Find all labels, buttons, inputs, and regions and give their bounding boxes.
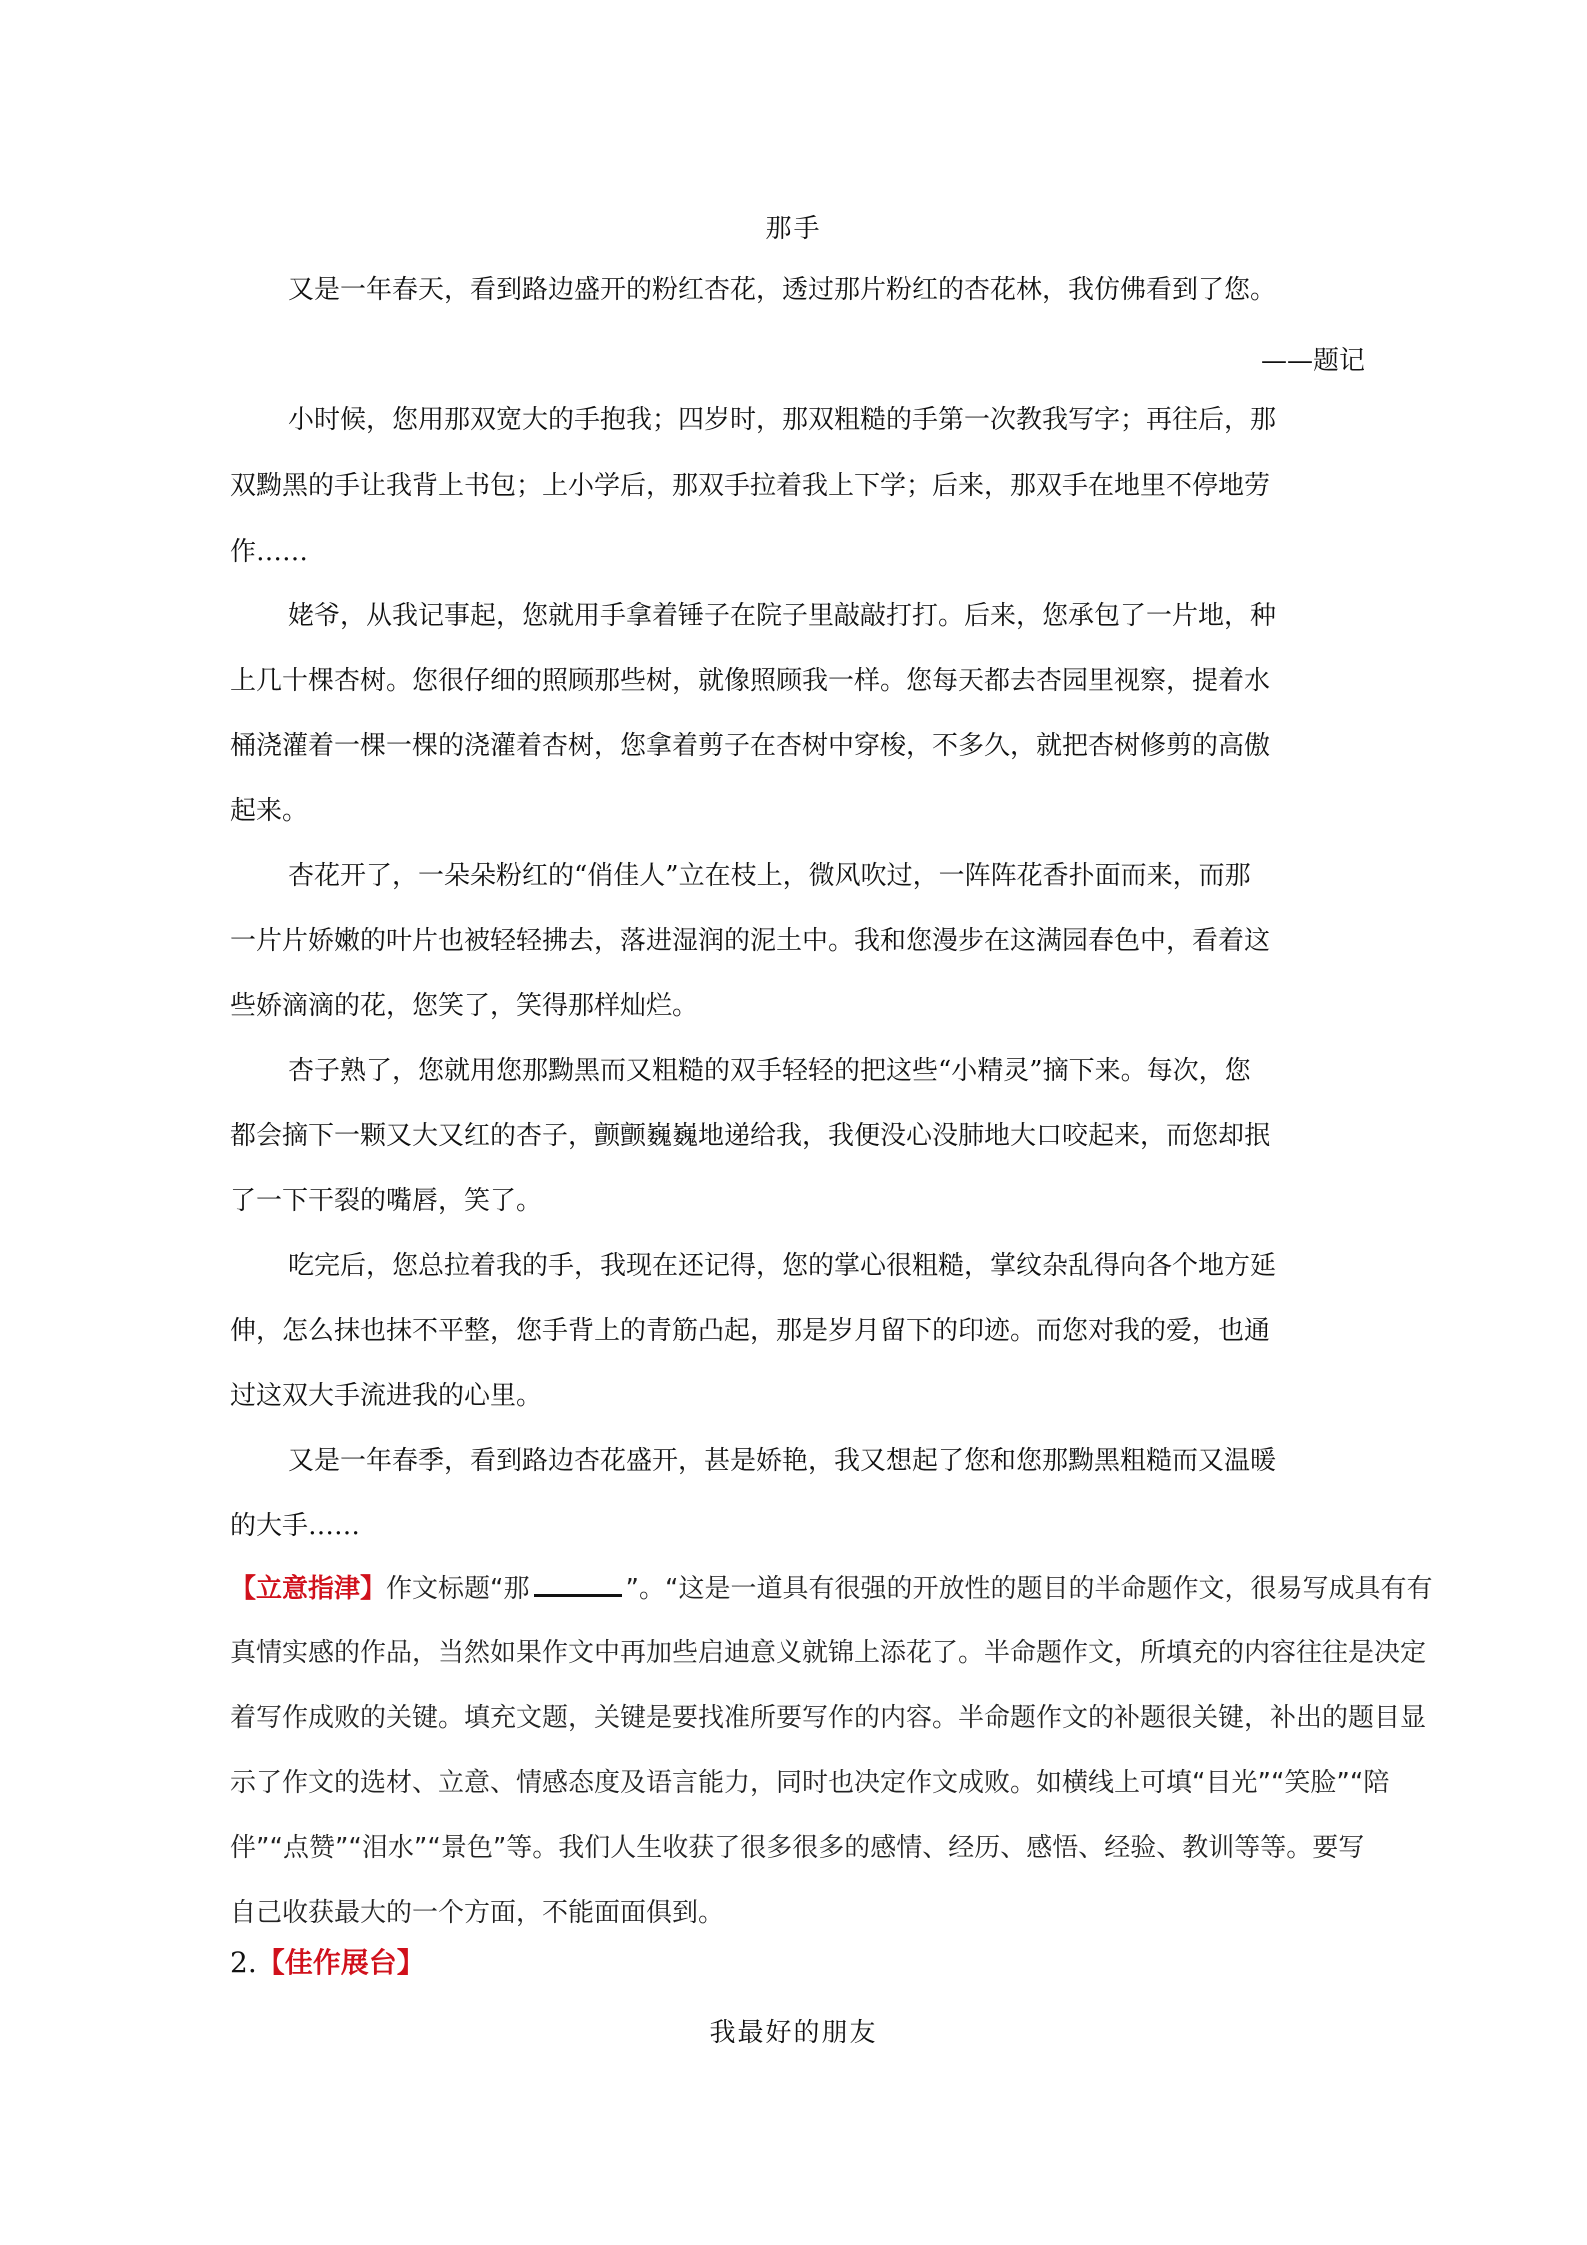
guide-line: 示了作文的选材、立意、情感态度及语言能力，同时也决定作文成败。如横线上可填“目光”“笑脸”“陪 [230, 1768, 1390, 1798]
guide-line: 真情实感的作品，当然如果作文中再加些启迪意义就锦上添花了。半命题作文，所填充的内容往往是决定 [230, 1638, 1427, 1668]
essay-title: 那手 [765, 214, 822, 244]
essay-line: 杏花开了，一朵朵粉红的“俏佳人”立在枝上，微风吹过，一阵阵花香扑面而来，而那 [288, 861, 1251, 891]
guide-line: 自己收获最大的一个方面，不能面面俱到。 [230, 1898, 725, 1928]
next-essay-title: 我最好的朋友 [709, 2018, 878, 2048]
essay-line: 双黝黑的手让我背上书包；上小学后，那双手拉着我上下学；后来，那双手在地里不停地劳 [230, 471, 1271, 501]
guide-line: 伴”“点赞”“泪水”“景色”等。我们人生收获了很多很多的感情、经历、感悟、经验、教训等等。要写 [230, 1833, 1365, 1863]
section-label: 【佳作展台】 [256, 1946, 425, 1979]
essay-line: 姥爷，从我记事起，您就用手拿着锤子在院子里敲敲打打。后来，您承包了一片地，种 [288, 601, 1277, 631]
essay-line: 小时候，您用那双宽大的手抱我；四岁时，那双粗糙的手第一次教我写字；再往后，那 [288, 405, 1277, 435]
essay-line: 的大手…… [230, 1511, 361, 1541]
essay-line: 杏子熟了，您就用您那黝黑而又粗糙的双手轻轻的把这些“小精灵”摘下来。每次，您 [288, 1056, 1251, 1086]
essay-line: 过这双大手流进我的心里。 [230, 1381, 543, 1411]
title-blank [534, 1568, 622, 1597]
guide-text: ”。“这是一道具有很强的开放性的题目的半命题作文，很易写成具有有 [625, 1574, 1433, 1604]
epigraph-signature: ——题记 [1260, 346, 1365, 376]
essay-line: 伸，怎么抹也抹不平整，您手背上的青筋凸起，那是岁月留下的印迹。而您对我的爱，也通 [230, 1316, 1271, 1346]
essay-line: 一片片娇嫩的叶片也被轻轻拂去，落进湿润的泥土中。我和您漫步在这满园春色中，看着这 [230, 926, 1271, 956]
epigraph: 又是一年春天，看到路边盛开的粉红杏花，透过那片粉红的杏花林，我仿佛看到了您。 [288, 275, 1277, 305]
essay-line: 吃完后，您总拉着我的手，我现在还记得，您的掌心很粗糙，掌纹杂乱得向各个地方延 [288, 1251, 1277, 1281]
section-number: 2. [230, 1946, 257, 1979]
essay-line: 起来。 [230, 796, 309, 826]
essay-line: 又是一年春季，看到路边杏花盛开，甚是娇艳，我又想起了您和您那黝黑粗糙而又温暖 [288, 1446, 1277, 1476]
essay-line: 桶浇灌着一棵一棵的浇灌着杏树，您拿着剪子在杏树中穿梭，不多久，就把杏树修剪的高傲 [230, 731, 1271, 761]
section-heading [230, 1941, 425, 1981]
guide-line: 着写作成败的关键。填充文题，关键是要找准所要写作的内容。半命题作文的补题很关键，补出的题目显 [230, 1703, 1427, 1733]
essay-line: 作…… [230, 537, 309, 567]
guide-text: 作文标题“那 [386, 1574, 530, 1604]
essay-line: 些娇滴滴的花，您笑了，笑得那样灿烂。 [230, 991, 699, 1021]
essay-line: 都会摘下一颗又大又红的杏子，颤颤巍巍地递给我，我便没心没肺地大口咬起来，而您却抿 [230, 1121, 1271, 1151]
essay-line: 上几十棵杏树。您很仔细的照顾那些树，就像照顾我一样。您每天都去杏园里视察，提着水 [230, 666, 1271, 696]
guide-label: 【立意指津】 [230, 1574, 387, 1604]
essay-line: 了一下干裂的嘴唇，笑了。 [230, 1186, 543, 1216]
guide-first-line [230, 1568, 1530, 1609]
